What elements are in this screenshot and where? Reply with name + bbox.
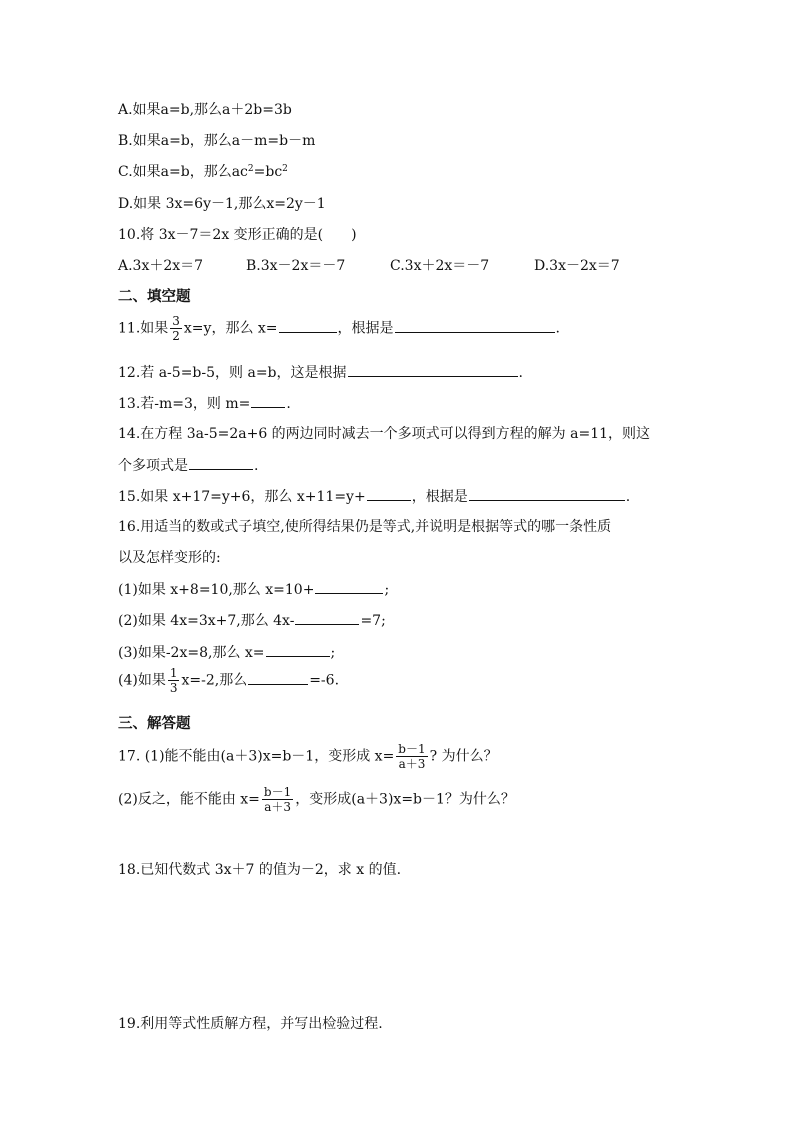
q16-part2 — [118, 611, 386, 630]
q17-p1-den: a＋3 — [398, 757, 426, 771]
q17-p1-num: b－1 — [398, 742, 426, 756]
q9-c-exp1: 2 — [247, 164, 254, 174]
q14-line2-pre: 个多项式是 — [118, 458, 188, 474]
q17-p2-num: b－1 — [263, 785, 292, 799]
q16-part4 — [118, 666, 339, 695]
q13-end: . — [286, 396, 291, 412]
q13 — [118, 394, 291, 413]
q16-p1-pre: (1)如果 x+8=10,那么 x=10+ — [118, 582, 315, 598]
q16-line2: 以及怎样变形的: — [118, 550, 221, 566]
q16-part1 — [118, 580, 389, 599]
q17-p1-pre: 17. (1)能不能由(a＋3)x=b－1，变形成 x= — [118, 748, 395, 765]
q14-end: . — [254, 458, 259, 474]
q11-blank-2[interactable] — [395, 319, 555, 333]
q9-c-mid: =bc — [253, 164, 283, 180]
q10-option-c: C.3x＋2x＝－7 — [390, 258, 490, 274]
q16-p1-end: ; — [384, 582, 390, 598]
q17-p2-end: ，变形成(a＋3)x=b－1？为什么？ — [295, 791, 515, 808]
q16-p2-end: =7; — [360, 613, 386, 629]
q17-p1-fraction — [396, 742, 427, 771]
q17-p2-pre: (2)反之，能不能由 x= — [118, 791, 260, 808]
q11-end: . — [555, 320, 560, 337]
q16-part3 — [118, 643, 335, 662]
q11 — [118, 314, 560, 343]
q19: 19.利用等式性质解方程，并写出检验过程. — [118, 1016, 383, 1032]
q15-pre: 15.如果 x+17=y+6，那么 x+11=y+ — [118, 489, 366, 505]
q15-blank-2[interactable] — [469, 487, 625, 501]
q12 — [118, 363, 523, 382]
q16-p1-blank[interactable] — [315, 580, 383, 594]
q13-blank[interactable] — [251, 394, 285, 408]
q11-pre: 11.如果 — [118, 320, 169, 337]
q16-p4-den: 3 — [169, 681, 178, 695]
q16-p4-mid: x=-2,那么 — [181, 672, 248, 689]
q11-mid: x=y，那么 x= — [183, 320, 278, 337]
q11-blank-1[interactable] — [279, 319, 337, 333]
q16-p3-blank[interactable] — [266, 643, 330, 657]
q15-end: . — [625, 489, 631, 505]
q17-p2-den: a＋3 — [264, 800, 291, 814]
q15-mid: ，根据是 — [411, 489, 468, 505]
q18: 18.已知代数式 3x＋7 的值为－2，求 x 的值. — [118, 862, 402, 878]
q14-line1: 14.在方程 3a-5=2a+6 的两边同时减去一个多项式可以得到方程的解为 a=11，则这 — [118, 426, 651, 442]
q12-end: . — [518, 365, 523, 381]
q10-stem: 10.将 3x－7＝2x 变形正确的是( ) — [118, 227, 357, 243]
q17-part2 — [118, 785, 515, 814]
q16-p4-pre: (4)如果 — [118, 672, 166, 689]
q16-p4-end: =-6. — [309, 672, 340, 689]
q11-frac-den: 2 — [172, 329, 180, 343]
q10-option-b: B.3x－2x＝－7 — [246, 258, 346, 274]
q17-part1 — [118, 742, 498, 771]
q10-option-d: D.3x－2x＝7 — [534, 258, 620, 274]
q16-p4-fraction — [168, 666, 180, 695]
q15 — [118, 487, 630, 506]
q10-option-a: A.3x＋2x＝7 — [118, 258, 204, 274]
section-fill-in-heading: 二、填空题 — [118, 288, 191, 305]
q16-p2-blank[interactable] — [295, 611, 359, 625]
q16-line1: 16.用适当的数或式子填空,使所得结果仍是等式,并说明是根据等式的哪一条性质 — [118, 519, 612, 535]
q9-c-exp2: 2 — [282, 164, 288, 174]
q11-frac-num: 3 — [172, 314, 180, 328]
q16-p2-pre: (2)如果 4x=3x+7,那么 4x- — [118, 613, 295, 629]
q16-p4-blank[interactable] — [248, 671, 308, 685]
q17-p1-end: ? 为什么？ — [429, 748, 498, 765]
q11-fraction — [170, 314, 182, 343]
q9-option-c — [118, 163, 288, 181]
q16-p3-end: ; — [330, 645, 336, 661]
q9-c-pre: C.如果a=b，那么ac — [118, 164, 248, 180]
q17-p2-fraction — [262, 785, 293, 814]
q9-option-b: B.如果a=b，那么a－m=b－m — [118, 133, 316, 149]
q14-line2 — [118, 456, 258, 475]
q9-option-a: A.如果a=b,那么a＋2b=3b — [118, 102, 292, 118]
section-solve-heading: 三、解答题 — [118, 715, 191, 732]
q15-blank-1[interactable] — [367, 487, 411, 501]
q12-blank[interactable] — [348, 363, 518, 377]
q13-pre: 13.若-m=3，则 m= — [118, 396, 251, 412]
q9-option-d: D.如果 3x=6y－1,那么x=2y－1 — [118, 196, 326, 212]
q16-p3-pre: (3)如果-2x=8,那么 x= — [118, 645, 265, 661]
q16-p4-num: 1 — [169, 666, 178, 680]
q14-blank[interactable] — [189, 456, 253, 470]
q11-mid2: ，根据是 — [337, 320, 394, 337]
q12-pre: 12.若 a-5=b-5，则 a=b，这是根据 — [118, 365, 347, 381]
